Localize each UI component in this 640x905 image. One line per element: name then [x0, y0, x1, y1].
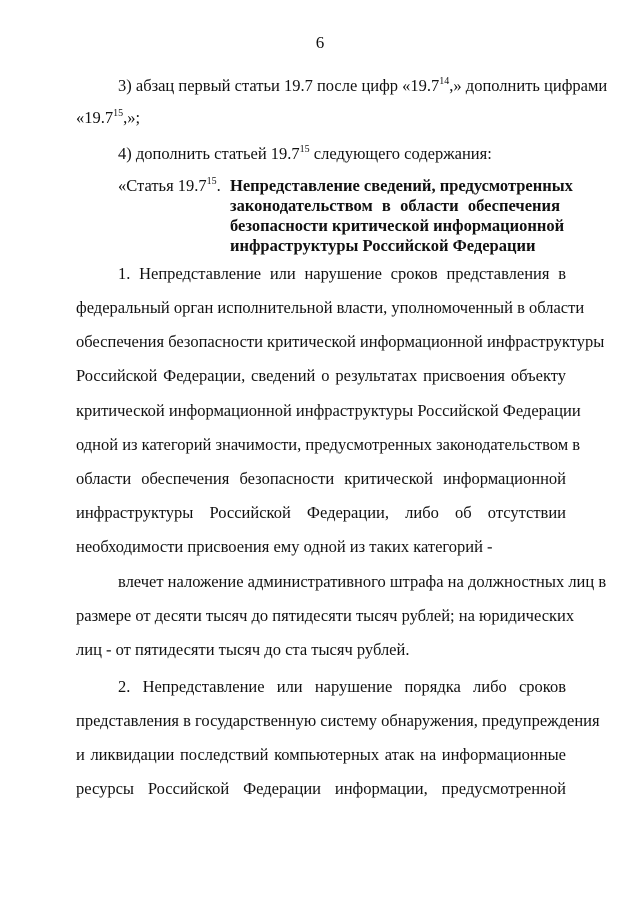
item3-line1 [118, 76, 608, 96]
penalty1-line: размере от десяти тысяч до пятидесяти тысяч рублей; на юридических [76, 606, 575, 625]
paragraph1-line: 1. Непредставление или нарушение сроков представления в [118, 264, 566, 283]
article-title-line: законодательством в области обеспечения [230, 196, 560, 215]
article-label [118, 176, 221, 196]
item3-line1-sup: 14 [439, 76, 450, 87]
paragraph2-line: ресурсы Российской Федерации информации, предусмотренной [76, 779, 566, 798]
paragraph1-line: необходимости присвоения ему одной из таких категорий - [76, 537, 493, 556]
paragraph1-line: обеспечения безопасности критической информационной инфраструктуры [76, 332, 605, 351]
item3-line2-tail: ,»; [123, 108, 141, 127]
paragraph1-line: одной из категорий значимости, предусмотренных законодательством в [76, 435, 581, 454]
article-title-line: Непредставление сведений, предусмотренных [230, 176, 573, 195]
item4-line [118, 144, 566, 164]
paragraph1-line: инфраструктуры Российской Федерации, либо об отсутствии [76, 503, 566, 522]
item3-line2 [76, 108, 566, 128]
paragraph1-line: области обеспечения безопасности критической информационной [76, 469, 566, 488]
article-label-tail: . [216, 176, 221, 195]
paragraph1-line: федеральный орган исполнительной власти, уполномоченный в области [76, 298, 585, 317]
paragraph1-line: Российской Федерации, сведений о результатах присвоения объекту [76, 366, 566, 385]
paragraph2-line: и ликвидации последствий компьютерных атак на информационные [76, 745, 566, 764]
item3-line2-sup: 15 [113, 108, 124, 119]
penalty1-line: лиц - от пятидесяти тысяч до ста тысяч рублей. [76, 640, 410, 659]
article-label-sup: 15 [206, 176, 217, 187]
article-title-line: безопасности критической информационной [230, 216, 565, 235]
paragraph1-line: критической информационной инфраструктуры Российской Федерации [76, 401, 581, 420]
article-label-text: «Статья 19.7 [118, 176, 207, 195]
penalty1-line: влечет наложение административного штрафа на должностных лиц в [118, 572, 607, 591]
article-title [230, 176, 573, 256]
item4-tail: следующего содержания: [309, 144, 492, 163]
item4-sup: 15 [299, 144, 310, 155]
article-title-line: инфраструктуры Российской Федерации [230, 236, 536, 255]
item3-line2-text: «19.7 [76, 108, 114, 127]
item4-text: 4) дополнить статьей 19.7 [118, 144, 300, 163]
paragraph2-line: представления в государственную систему обнаружения, предупреждения [76, 711, 600, 730]
item3-line1-text: 3) абзац первый статьи 19.7 после цифр «19.7 [118, 76, 440, 95]
item3-line1-tail: ,» дополнить цифрами [449, 76, 608, 95]
paragraph2-line: 2. Непредставление или нарушение порядка либо сроков [118, 677, 566, 696]
page-number: 6 [315, 33, 325, 52]
